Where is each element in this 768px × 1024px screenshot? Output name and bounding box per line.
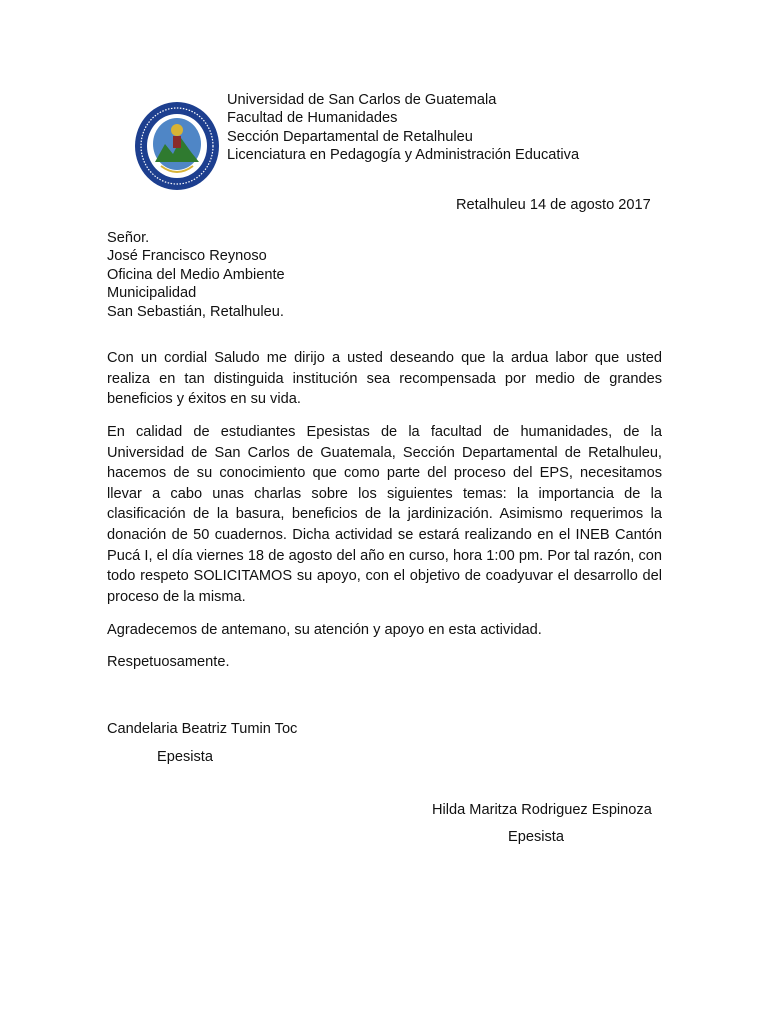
body-paragraph-2: En calidad de estudiantes Epesistas de la facultad de humanidades, de la Universidad de San Carlos de Guatemala, Sección Departamental de Retalhuleu, hacemos de su conocimiento que como parte del proceso del EPS, necesitamos llevar a cabo unas charlas sobre los siguientes temas: la importancia de la clasificación de la basura, beneficios de la jardinización. Asimismo requerimos la donación de 50 cuadernos. Dicha actividad se estará realizando en el INEB Cantón Pucá I, el día viernes 18 de agosto del año en curso, hora 1:00 pm. Por tal razón, con todo respeto SOLICITAMOS su apoyo, con el objetivo de coadyuvar el desarrollo del proceso de la misma. [107,424,662,605]
signer-2-name: Hilda Maritza Rodriguez Espinoza [432,802,652,818]
recipient-salutation: Señor. [107,230,150,246]
closing-line: Respetuosamente. [107,654,230,670]
signer-2-role: Epesista [508,829,564,845]
letterhead [227,91,579,165]
signer-1-role: Epesista [157,749,213,765]
letter-date: Retalhuleu 14 de agosto 2017 [456,197,651,213]
body-paragraph-3: Agradecemos de antemano, su atención y apoyo en esta actividad. [107,622,542,638]
signer-1-name: Candelaria Beatriz Tumin Toc [107,721,298,737]
university-seal-icon [133,100,221,192]
university-name: Universidad de San Carlos de Guatemala [227,92,497,108]
recipient-name: José Francisco Reynoso [107,248,267,265]
body-paragraph-1: Con un cordial Saludo me dirijo a usted deseando que la ardua labor que usted realiza en tan distinguida institución sea recompensada por medio de grandes beneficios y éxitos en su vida. [107,350,662,408]
program-name: Licenciatura en Pedagogía y Administración Educativa [227,147,580,164]
faculty-name: Facultad de Humanidades [227,110,398,127]
recipient-location: San Sebastián, Retalhuleu. [107,303,284,320]
recipient-block [107,229,285,321]
section-name: Sección Departamental de Retalhuleu [227,128,473,145]
recipient-organization: Municipalidad [107,285,197,302]
recipient-office: Oficina del Medio Ambiente [107,266,285,283]
